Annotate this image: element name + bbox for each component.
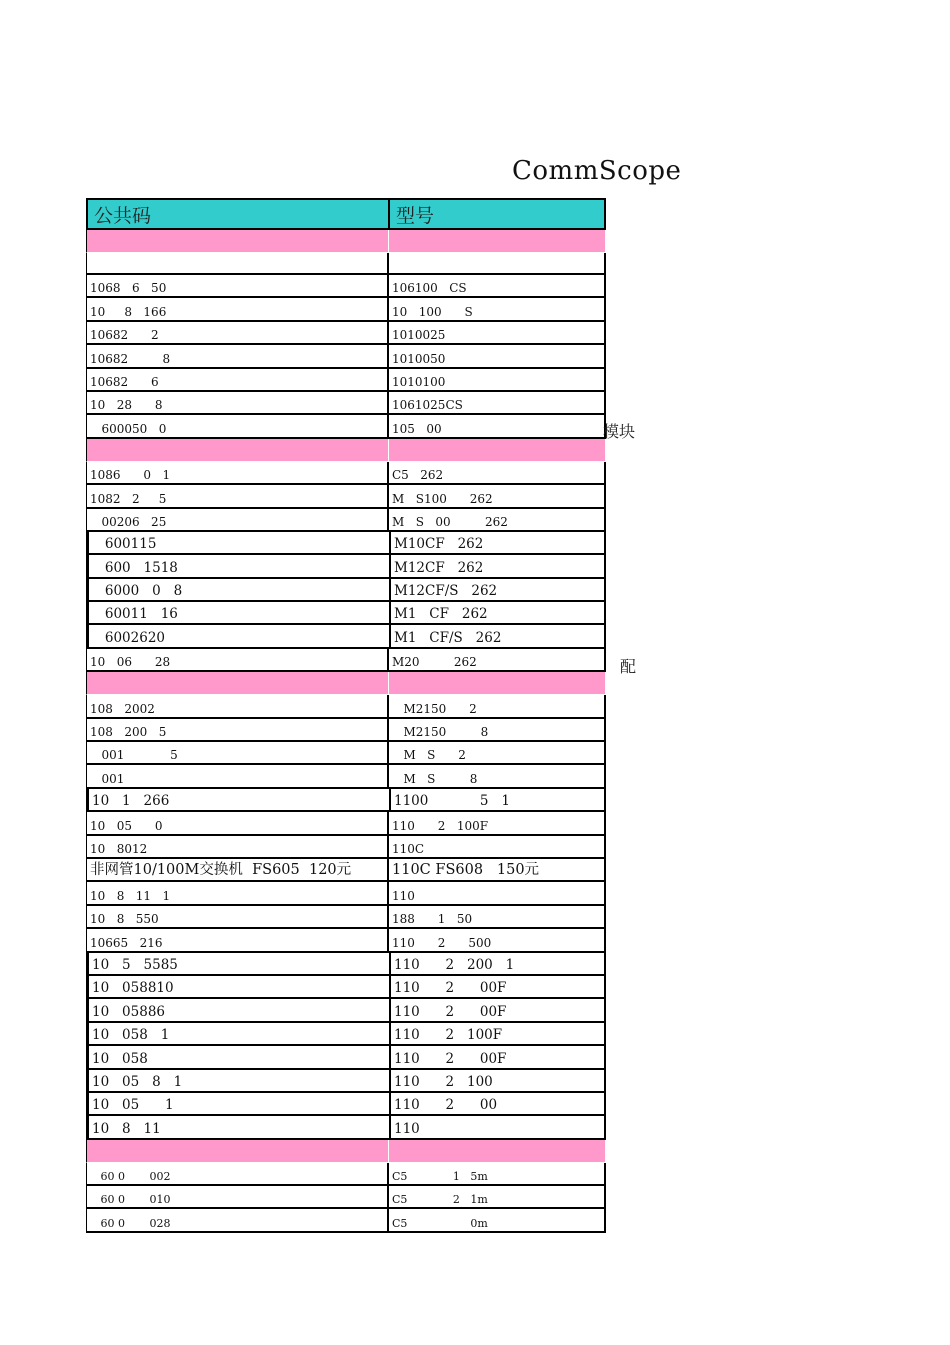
section-band [86,1140,606,1163]
header-public-code: 公共码 [88,200,390,228]
table-row [86,532,606,555]
model-cell: 1010100 [392,374,446,389]
model-cell: 110 2 500 [392,935,492,950]
model-cell: 105 00 [392,421,442,436]
table-row [86,275,606,298]
model-cell: 1100 5 1 [394,793,510,810]
table-row [86,579,606,602]
table-row [86,1093,606,1116]
table-row [86,836,606,859]
table-row [86,1046,606,1069]
public-code-cell: 60 0 002 [87,1163,389,1184]
model-cell: C5 2 1m [392,1193,488,1207]
model-cell: 110 2 200 1 [394,956,515,973]
table-row [86,929,606,952]
public-code-cell: 10682 6 [87,369,389,390]
public-code-cell: 60 0 010 [87,1186,389,1207]
public-code-cell: 00206 25 [87,509,389,530]
model-cell: 10 100 S [392,304,473,319]
model-cell: M S 8 [392,771,478,786]
table-row [86,953,606,976]
public-code-cell: 001 5 [87,742,389,763]
model-cell: 1061025CS [392,398,463,413]
public-code-cell: 600050 0 [87,415,389,436]
table-row [86,695,606,718]
model-cell: M1 CF 262 [394,606,488,623]
public-code-cell: 108 200 5 [87,719,389,740]
table-row [86,859,606,882]
model-cell: 110 2 100F [394,1027,503,1044]
side-label-config: 配 [620,657,637,676]
public-code-cell: 10682 8 [87,345,389,366]
table-row [86,415,606,438]
public-code-cell: 60011 16 [89,602,391,623]
model-cell: 110 2 100F [392,818,489,833]
table-header [86,198,606,230]
table-row [86,1209,606,1232]
public-code-cell: 10665 216 [87,929,389,950]
table-row [86,462,606,485]
model-cell: M2150 2 [392,701,477,716]
table-row [86,1116,606,1139]
section-band [86,439,606,462]
public-code-cell: 600115 [89,532,391,553]
public-code-cell: 10 05 0 [87,812,389,833]
model-cell: C5 0m [392,1216,488,1230]
model-cell: M S 2 [392,748,466,763]
page-title: CommScope [512,156,682,186]
table-row [86,742,606,765]
public-code-cell: 001 [87,765,389,786]
public-code-cell: 10 06 28 [87,649,389,670]
model-cell: 110C [392,841,425,856]
table-row [86,976,606,999]
model-cell: M2150 8 [392,725,489,740]
public-code-cell: 10 8 166 [87,298,389,319]
table-row [86,765,606,788]
spacer-row [86,253,606,275]
public-code-cell: 10 05886 [89,999,391,1020]
model-cell: C5 1 5m [392,1170,488,1184]
table-row [86,625,606,648]
model-cell: M12CF 262 [394,559,484,576]
table-row [86,485,606,508]
table-row [86,882,606,905]
model-cell: M10CF 262 [394,536,484,553]
table-row [86,345,606,368]
public-code-cell: 10 05 1 [89,1093,391,1114]
table-row [86,555,606,578]
public-code-cell: 10 058 [89,1046,391,1067]
model-cell: M12CF/S 262 [394,583,498,600]
table-row [86,602,606,625]
public-code-cell: 10 8 11 [89,1116,391,1137]
model-cell: 110 [394,1120,420,1137]
table-row [86,369,606,392]
public-code-cell: 10 058 1 [89,1023,391,1044]
public-code-cell: 600 1518 [89,555,391,576]
table-row [86,812,606,835]
table-row [86,509,606,532]
model-cell: 110 2 00 [394,1097,498,1114]
model-cell: 110 2 00F [394,1003,507,1020]
model-cell: M1 CF/S 262 [394,629,502,646]
model-cell: C5 262 [392,468,444,483]
model-cell: 110 [392,888,415,903]
public-code-cell: 1086 0 1 [87,462,389,483]
public-code-cell: 60 0 028 [87,1209,389,1230]
model-cell: 110 2 00F [394,1050,507,1067]
header-model: 型号 [396,204,435,227]
public-code-cell: 10 5 5585 [89,953,391,974]
model-cell: M S 00 262 [392,514,508,529]
public-code-cell: 10 05 8 1 [89,1070,391,1091]
table-row [86,1023,606,1046]
section-band [86,230,606,253]
table-row [86,906,606,929]
table-row [86,999,606,1022]
table-row [86,392,606,415]
public-code-cell: 10 8 11 1 [87,882,389,903]
section-band [86,672,606,695]
table-row [86,789,606,812]
model-cell: 110C FS608 150元 [392,862,540,879]
model-cell: 188 1 50 [392,912,473,927]
table-row [86,298,606,321]
table-row [86,649,606,672]
model-cell: 110 2 00F [394,980,507,997]
public-code-cell: 6000 0 8 [89,579,391,600]
model-cell: M20 262 [392,655,477,670]
model-cell: M S100 262 [392,491,493,506]
table-row [86,1186,606,1209]
product-table [86,198,606,1233]
public-code-cell: 10 1 266 [89,789,391,810]
model-cell: 1010025 [392,328,446,343]
model-cell: 106100 CS [392,281,467,296]
public-code-cell: 1068 6 50 [87,275,389,296]
table-row [86,1163,606,1186]
model-cell: 110 2 100 [394,1073,493,1090]
public-code-cell: 非网管10/100M交换机 FS605 120元 [87,859,389,880]
public-code-cell: 10 8 550 [87,906,389,927]
table-row [86,719,606,742]
public-code-cell: 1082 2 5 [87,485,389,506]
model-cell: 1010050 [392,351,446,366]
public-code-cell: 10 28 8 [87,392,389,413]
table-row [86,1070,606,1093]
public-code-cell: 10 058810 [89,976,391,997]
public-code-cell: 10682 2 [87,322,389,343]
side-label-module: 模块 [603,422,636,441]
public-code-cell: 108 2002 [87,695,389,716]
public-code-cell: 6002620 [89,625,391,646]
table-row [86,322,606,345]
public-code-cell: 10 8012 [87,836,389,857]
